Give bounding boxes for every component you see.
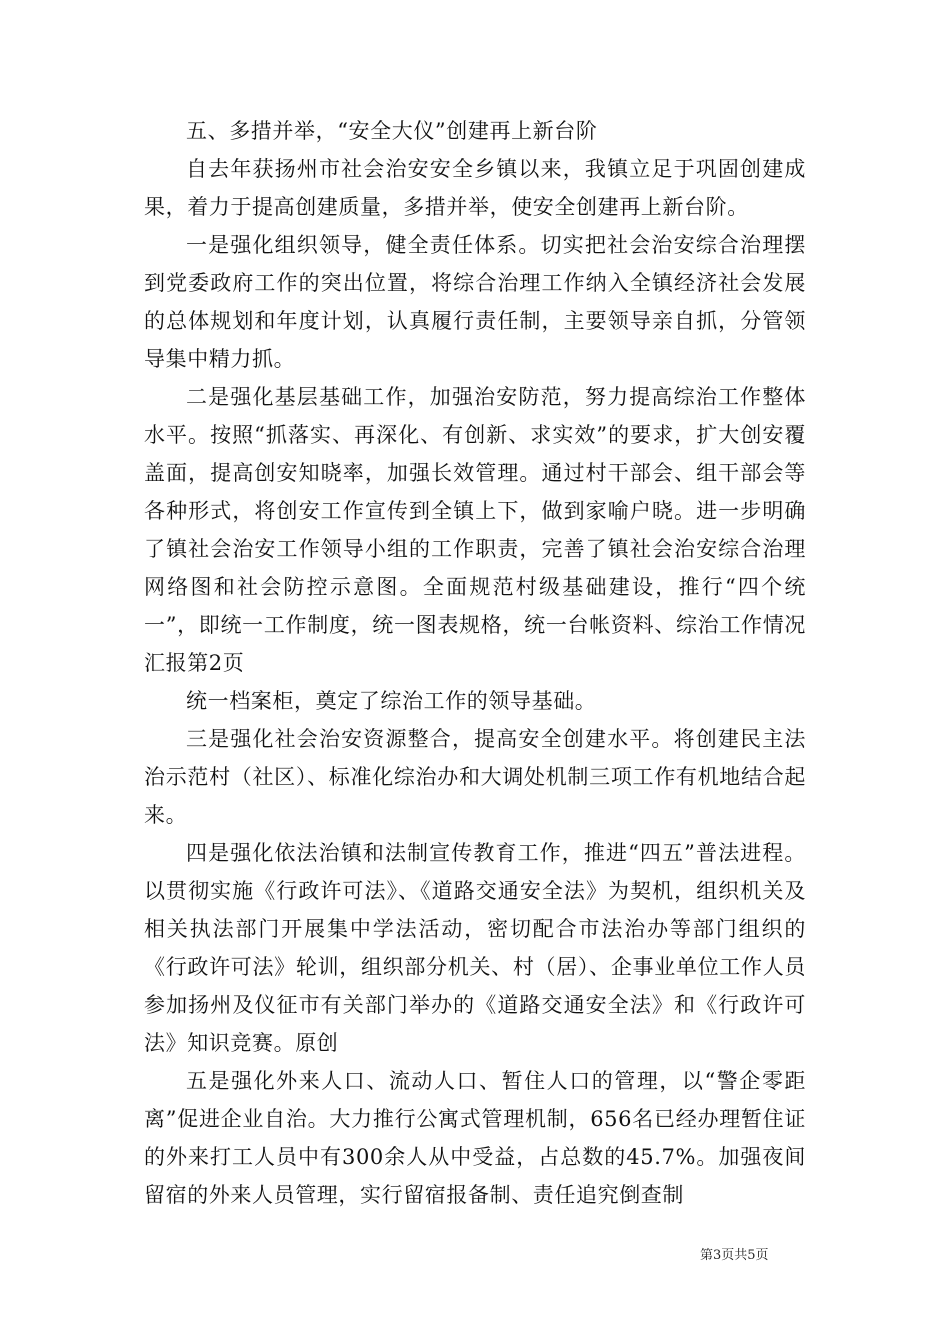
page-number: 第3页共5页 xyxy=(700,1248,769,1263)
paragraph-point-5: 五是强化外来人口、流动人口、暂住人口的管理，以“警企零距离”促进企业自治。大力推行公寓式管理机制，656名已经办理暂住证的外来打工人员中有300余人从中受益，占总数的45.7%。加强夜间留宿的外来人员管理，实行留宿报备制、责任追究倒查制 xyxy=(144,1069,806,1207)
paragraph-point-2: 二是强化基层基础工作，加强治安防范，努力提高综治工作整体水平。按照“抓落实、再深化、有创新、求实效”的要求，扩大创安覆盖面，提高创安知晓率，加强长效管理。通过村干部会、组干部会等各种形式，将创安工作宣传到全镇上下，做到家喻户晓。进一步明确了镇社会治安工作领导小组的工作职责，完善了镇社会治安综合治理网络图和社会防控示意图。全面规范村级基础建设，推行“四个统一”，即统一工作制度，统一图表规格，统一台帐资料、综治工作情况汇报第2页 xyxy=(144,385,806,675)
section-heading: 五、多措并举，“安全大仪”创建再上新台阶 xyxy=(186,119,598,143)
paragraph-point-3: 三是强化社会治安资源整合，提高安全创建水平。将创建民主法治示范村（社区）、标准化综治办和大调处机制三项工作有机地结合起来。 xyxy=(144,727,806,827)
document-body xyxy=(144,112,806,1214)
paragraph-point-4: 四是强化依法治镇和法制宣传教育工作，推进“四五”普法进程。以贯彻实施《行政许可法》、《道路交通安全法》为契机，组织机关及相关执法部门开展集中学法活动，密切配合市法治办等部门组织的《行政许可法》轮训，组织部分机关、村（居）、企事业单位工作人员参加扬州及仪征市有关部门举办的《道路交通安全法》和《行政许可法》知识竞赛。原创 xyxy=(144,841,806,1055)
paragraph-continuation: 统一档案柜，奠定了综治工作的领导基础。 xyxy=(186,689,597,713)
paragraph-point-1: 一是强化组织领导，健全责任体系。切实把社会治安综合治理摆到党委政府工作的突出位置，将综合治理工作纳入全镇经济社会发展的总体规划和年度计划，认真履行责任制，主要领导亲自抓，分管领导集中精力抓。 xyxy=(144,233,806,371)
paragraph-intro: 自去年获扬州市社会治安安全乡镇以来，我镇立足于巩固创建成果，着力于提高创建质量，多措并举，使安全创建再上新台阶。 xyxy=(144,157,806,219)
